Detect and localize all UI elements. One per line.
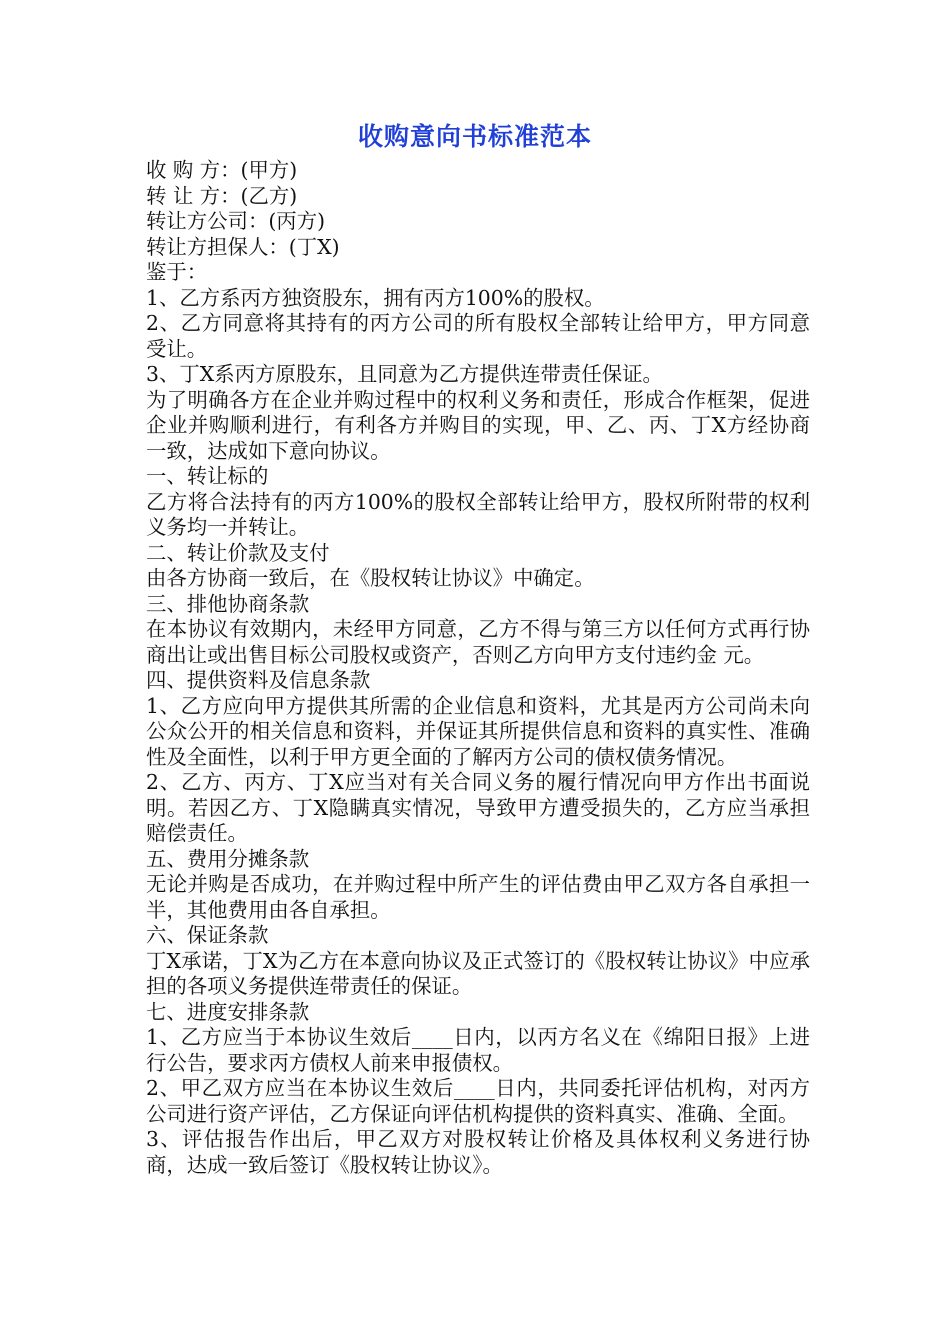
whereas-item-1: 1、乙方系丙方独资股东，拥有丙方100%的股权。 — [146, 285, 605, 310]
section-7-item-3: 3、评估报告作出后，甲乙双方对股权转让价格及具体权利义务进行协商，达成一致后签订《股权转让协议》。 — [146, 1127, 810, 1177]
section-text-3: 在本协议有效期内，未经甲方同意，乙方不得与第三方以任何方式再行协商出让或出售目标公司股权或资产，否则乙方向甲方支付违约金 元。 — [146, 617, 810, 667]
whereas-item-3: 3、丁X系丙方原股东，且同意为乙方提供连带责任保证。 — [146, 362, 663, 386]
whereas-heading: 鉴于： — [146, 260, 208, 284]
section-4-item-1: 1、乙方应向甲方提供其所需的企业信息和资料，尤其是丙方公司尚未向公众公开的相关信息和资料，并保证其所提供信息和资料的真实性、准确性及全面性，以利于甲方更全面的了解丙方公司的债权债务情况。 — [146, 693, 810, 769]
section-text-2: 由各方协商一致后，在《股权转让协议》中确定。 — [146, 566, 595, 590]
section-heading-3: 三、排他协商条款 — [146, 591, 310, 616]
section-text-1: 乙方将合法持有的丙方100%的股权全部转让给甲方，股权所附带的权利义务均一并转让。 — [146, 489, 810, 539]
section-heading-5: 五、费用分摊条款 — [146, 846, 310, 871]
section-7-item-2: 2、甲乙双方应当在本协议生效后____日内，共同委托评估机构，对丙方公司进行资产评估，乙方保证向评估机构提供的资料真实、准确、全面。 — [146, 1076, 810, 1126]
section-heading-1: 一、转让标的 — [146, 464, 269, 488]
section-4-item-2: 2、乙方、丙方、丁X应当对有关合同义务的履行情况向甲方作出书面说明。若因乙方、丁X隐瞒真实情况，导致甲方遭受损失的，乙方应当承担赔偿责任。 — [146, 770, 810, 845]
document-title: 收购意向书标准范本 — [357, 122, 592, 151]
section-text-6: 丁X承诺，丁X为乙方在本意向协议及正式签订的《股权转让协议》中应承担的各项义务提供连带责任的保证。 — [146, 948, 810, 998]
party-guarantor: 转让方担保人：(丁X) — [146, 234, 340, 259]
document-body — [146, 158, 810, 1178]
preamble-paragraph: 为了明确各方在企业并购过程中的权利义务和责任，形成合作框架，促进企业并购顺利进行，有利各方并购目的实现，甲、乙、丙、丁X方经协商一致，达成如下意向协议。 — [146, 387, 810, 463]
section-heading-7: 七、进度安排条款 — [146, 999, 310, 1024]
party-transferor: 转 让 方：(乙方) — [146, 183, 298, 208]
section-7-item-1: 1、乙方应当于本协议生效后____日内，以丙方名义在《绵阳日报》上进行公告，要求丙方债权人前来申报债权。 — [146, 1025, 810, 1075]
section-heading-4: 四、提供资料及信息条款 — [146, 668, 371, 692]
section-text-5: 无论并购是否成功，在并购过程中所产生的评估费由甲乙双方各自承担一半，其他费用由各自承担。 — [146, 872, 810, 922]
section-heading-2: 二、转让价款及支付 — [146, 540, 330, 565]
party-acquirer: 收 购 方：(甲方) — [146, 158, 298, 182]
party-transferor-company: 转让方公司：(丙方) — [146, 209, 326, 233]
whereas-item-2: 2、乙方同意将其持有的丙方公司的所有股权全部转让给甲方，甲方同意受让。 — [146, 311, 810, 361]
section-heading-6: 六、保证条款 — [146, 923, 269, 947]
